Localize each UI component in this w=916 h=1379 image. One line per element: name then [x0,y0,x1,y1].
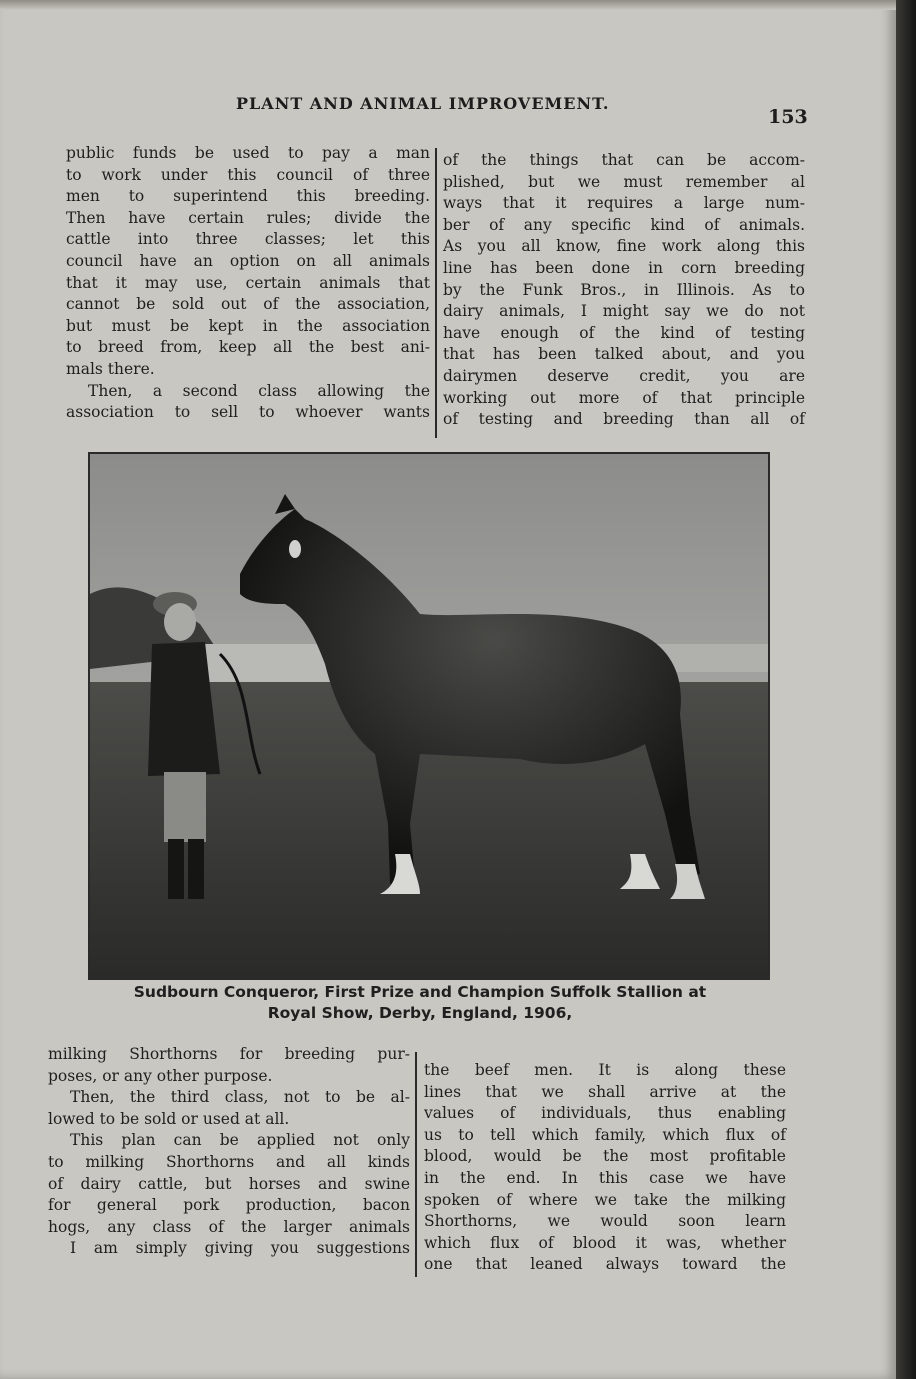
text-line: values of individuals, thus enabling [424,1104,786,1123]
text-line: ber of any specific kind of animals. [443,215,805,234]
text-line: lowed to be sold or used at all. [48,1109,290,1128]
text-line: hogs, any class of the larger animals [48,1217,410,1236]
text-line: of dairy cattle, but horses and swine [48,1174,410,1193]
text-line: to breed from, keep all the best ani- [66,338,430,357]
text-line: to milking Shorthorns and all kinds [48,1152,410,1171]
column-rule-top [435,148,437,438]
text-line: association to sell to whoever wants [66,403,430,422]
text-line: This plan can be applied not only [70,1131,410,1150]
text-line: public funds be used to pay a man [66,144,430,162]
text-line: Then, the third class, not to be al- [70,1088,410,1107]
column-rule-bottom [415,1052,417,1277]
caption-line-2: Royal Show, Derby, England, 1906, [267,1004,573,1022]
text-line: us to tell which family, which flux of [424,1125,786,1144]
bottom-left-column [48,1044,410,1260]
page-top-shadow [0,0,896,10]
book-edge [896,0,916,1379]
text-line: spoken of where we take the milking [424,1190,786,1209]
text-line: to work under this council of three [66,165,430,184]
text-line: men to superintend this breeding. [66,187,430,206]
page-number: 153 [768,106,808,128]
horse-photograph [88,452,770,980]
text-line: which flux of blood it was, whether [424,1233,786,1252]
text-line: council have an option on all animals [66,251,430,270]
photo-caption [70,982,770,1024]
text-line: dairymen deserve credit, you are [443,366,805,385]
text-line: one that leaned always toward the [424,1255,786,1274]
text-line: that has been talked about, and you [443,345,805,364]
text-line: Shorthorns, we would soon learn [424,1212,786,1231]
horse-and-handler-illustration [90,454,768,978]
text-line: milking Shorthorns for breeding pur- [48,1045,410,1063]
building [200,644,330,684]
text-line: by the Funk Bros., in Illinois. As to [443,280,805,299]
text-line: blood, would be the most profitable [424,1147,786,1166]
text-line: Then have certain rules; divide the [66,208,430,227]
text-line: ways that it requires a large num- [443,194,805,213]
text-line: mals there. [66,359,155,378]
text-line: that it may use, certain animals that [66,273,430,292]
text-line: cattle into three classes; let this [66,230,430,249]
text-line: cannot be sold out of the association, [66,295,430,314]
text-line: Then, a second class allowing the [88,381,430,400]
text-line: of the things that can be accom- [443,151,805,169]
text-line: for general pork production, bacon [48,1196,410,1215]
text-line: plished, but we must remember al [443,172,805,191]
text-line: line has been done in corn breeding [443,258,805,277]
bottom-right-column [424,1060,786,1276]
text-line: poses, or any other purpose. [48,1066,273,1085]
text-line: the beef men. It is along these [424,1061,786,1079]
caption-line-1: Sudbourn Conqueror, First Prize and Champion Suffolk Stallion at [133,983,707,1001]
text-line: but must be kept in the association [66,316,430,335]
running-head: PLANT AND ANIMAL IMPROVEMENT. [236,94,610,113]
top-right-column [443,150,805,431]
text-line: have enough of the kind of testing [443,323,805,342]
text-line: working out more of that principle [443,388,805,407]
text-line: dairy animals, I might say we do not [443,302,805,321]
top-left-column [66,143,430,424]
text-line: lines that we shall arrive at the [424,1082,786,1101]
text-line: As you all know, fine work along this [443,237,805,256]
text-line: I am simply giving you suggestions [70,1239,410,1258]
text-line: in the end. In this case we have [424,1168,786,1187]
text-line: of testing and breeding than all of [443,410,805,429]
